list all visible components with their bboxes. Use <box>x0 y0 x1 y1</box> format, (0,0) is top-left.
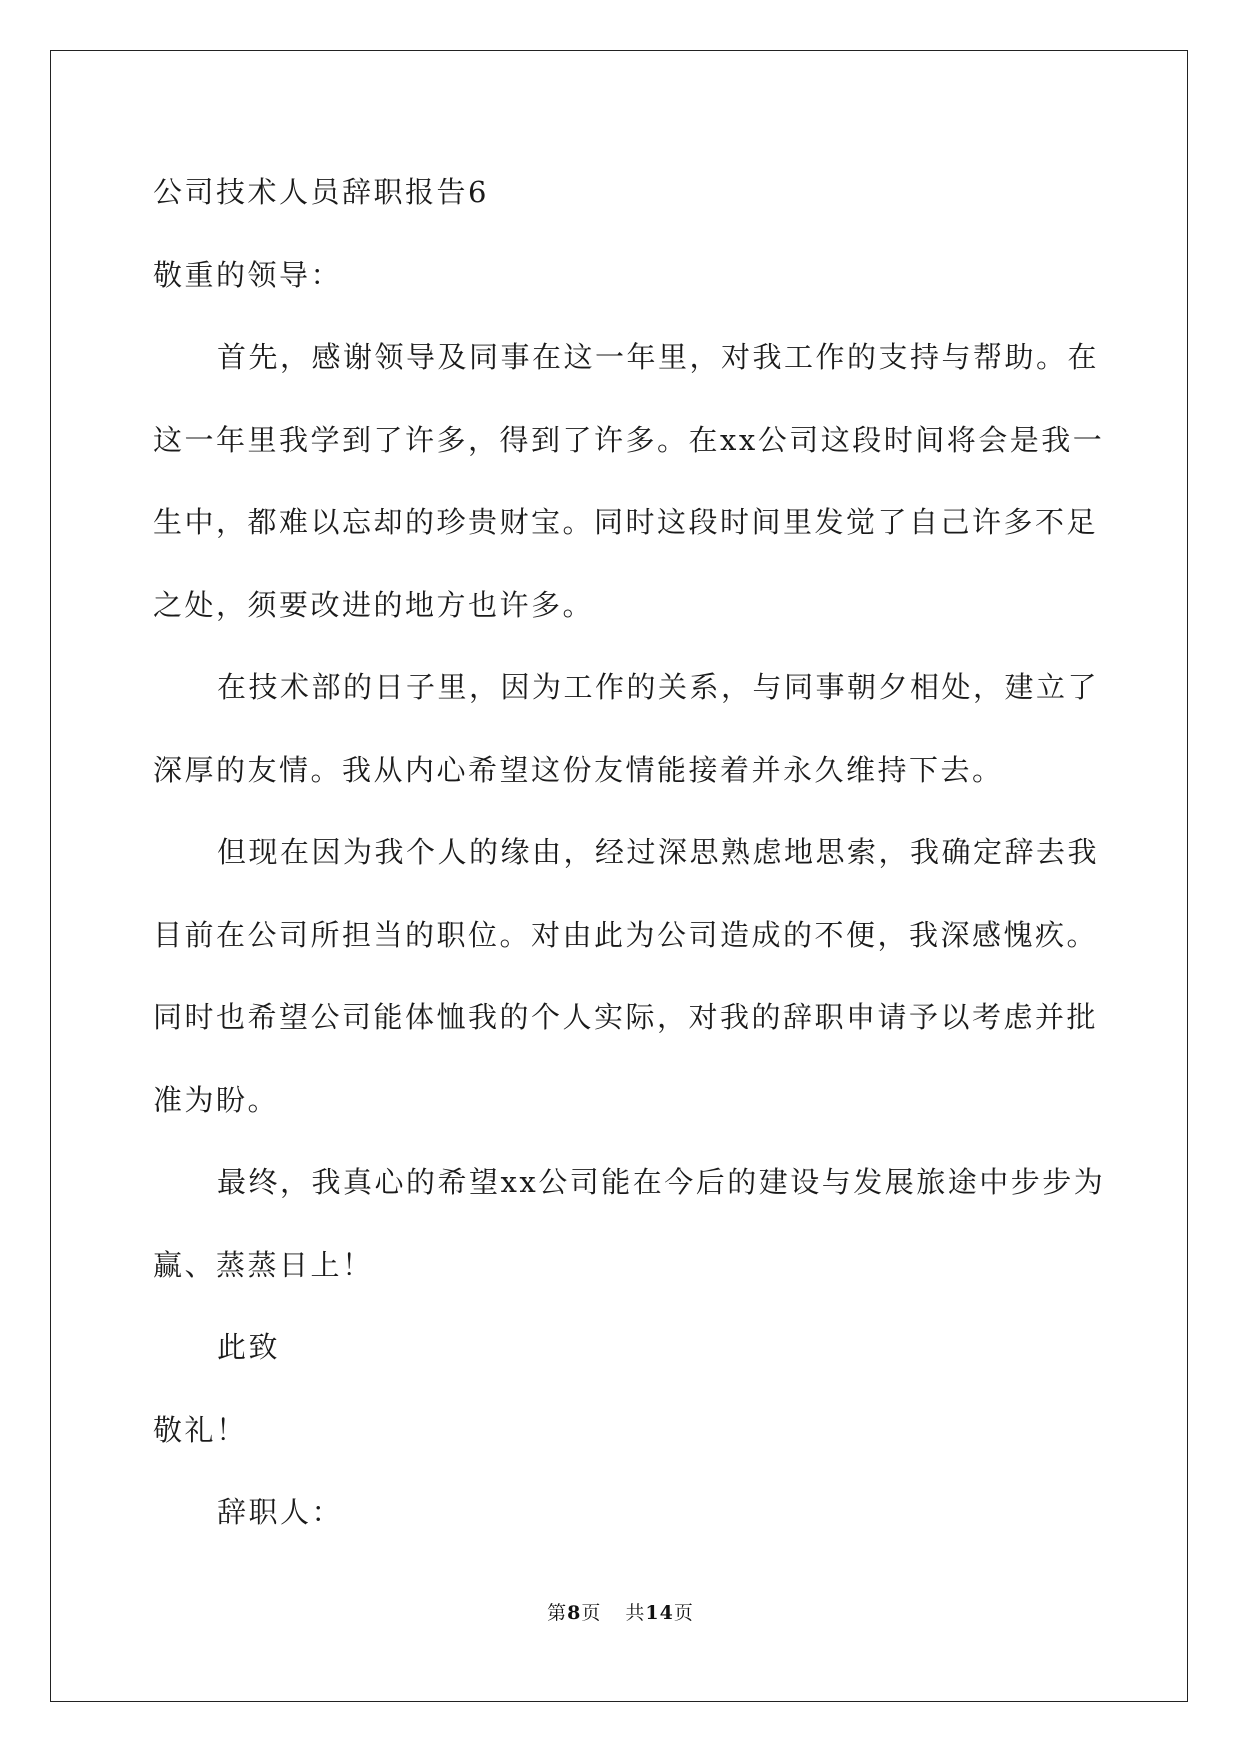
page-prefix: 第 <box>547 1602 568 1624</box>
total-suffix: 页 <box>673 1602 694 1624</box>
page-total: 14 <box>645 1602 674 1624</box>
total-prefix: 共 <box>625 1602 646 1624</box>
salutation: 敬重的领导： <box>153 257 343 292</box>
paragraph-line: 准为盼。 <box>153 1082 280 1117</box>
paragraph-line: 之处，须要改进的地方也许多。 <box>153 587 595 622</box>
document-title: 公司技术人员辞职报告6 <box>153 175 489 209</box>
page-current: 8 <box>567 1602 582 1624</box>
paragraph-line: 这一年里我学到了许多，得到了许多。在xx公司这段时间将会是我一 <box>153 422 1105 457</box>
paragraph-line: 生中，都难以忘却的珍贵财宝。同时这段时间里发觉了自己许多不足 <box>153 505 1099 539</box>
paragraph-line: 赢、蒸蒸日上！ <box>153 1247 374 1282</box>
signature-label: 辞职人： <box>217 1495 344 1529</box>
document-body <box>153 162 1106 1565</box>
closing-salute: 敬礼！ <box>153 1412 248 1447</box>
paragraph-line: 深厚的友情。我从内心希望这份友情能接着并永久维持下去。 <box>153 752 1004 787</box>
page-suffix: 页 <box>581 1602 602 1624</box>
paragraph-line: 在技术部的日子里，因为工作的关系，与同事朝夕相处，建立了 <box>217 670 1100 704</box>
closing-phrase: 此致 <box>217 1330 281 1364</box>
paragraph-line: 目前在公司所担当的职位。对由此为公司造成的不便，我深感愧疚。 <box>153 917 1099 952</box>
paragraph-line: 最终，我真心的希望xx公司能在今后的建设与发展旅途中步步为 <box>217 1165 1106 1199</box>
paragraph-line: 同时也希望公司能体恤我的个人实际，对我的辞职申请予以考虑并批 <box>153 1000 1099 1034</box>
paragraph-line: 但现在因为我个人的缘由，经过深思熟虑地思索，我确定辞去我 <box>217 835 1100 869</box>
page-footer <box>0 1598 1241 1625</box>
paragraph-line: 首先，感谢领导及同事在这一年里，对我工作的支持与帮助。在 <box>217 340 1100 374</box>
